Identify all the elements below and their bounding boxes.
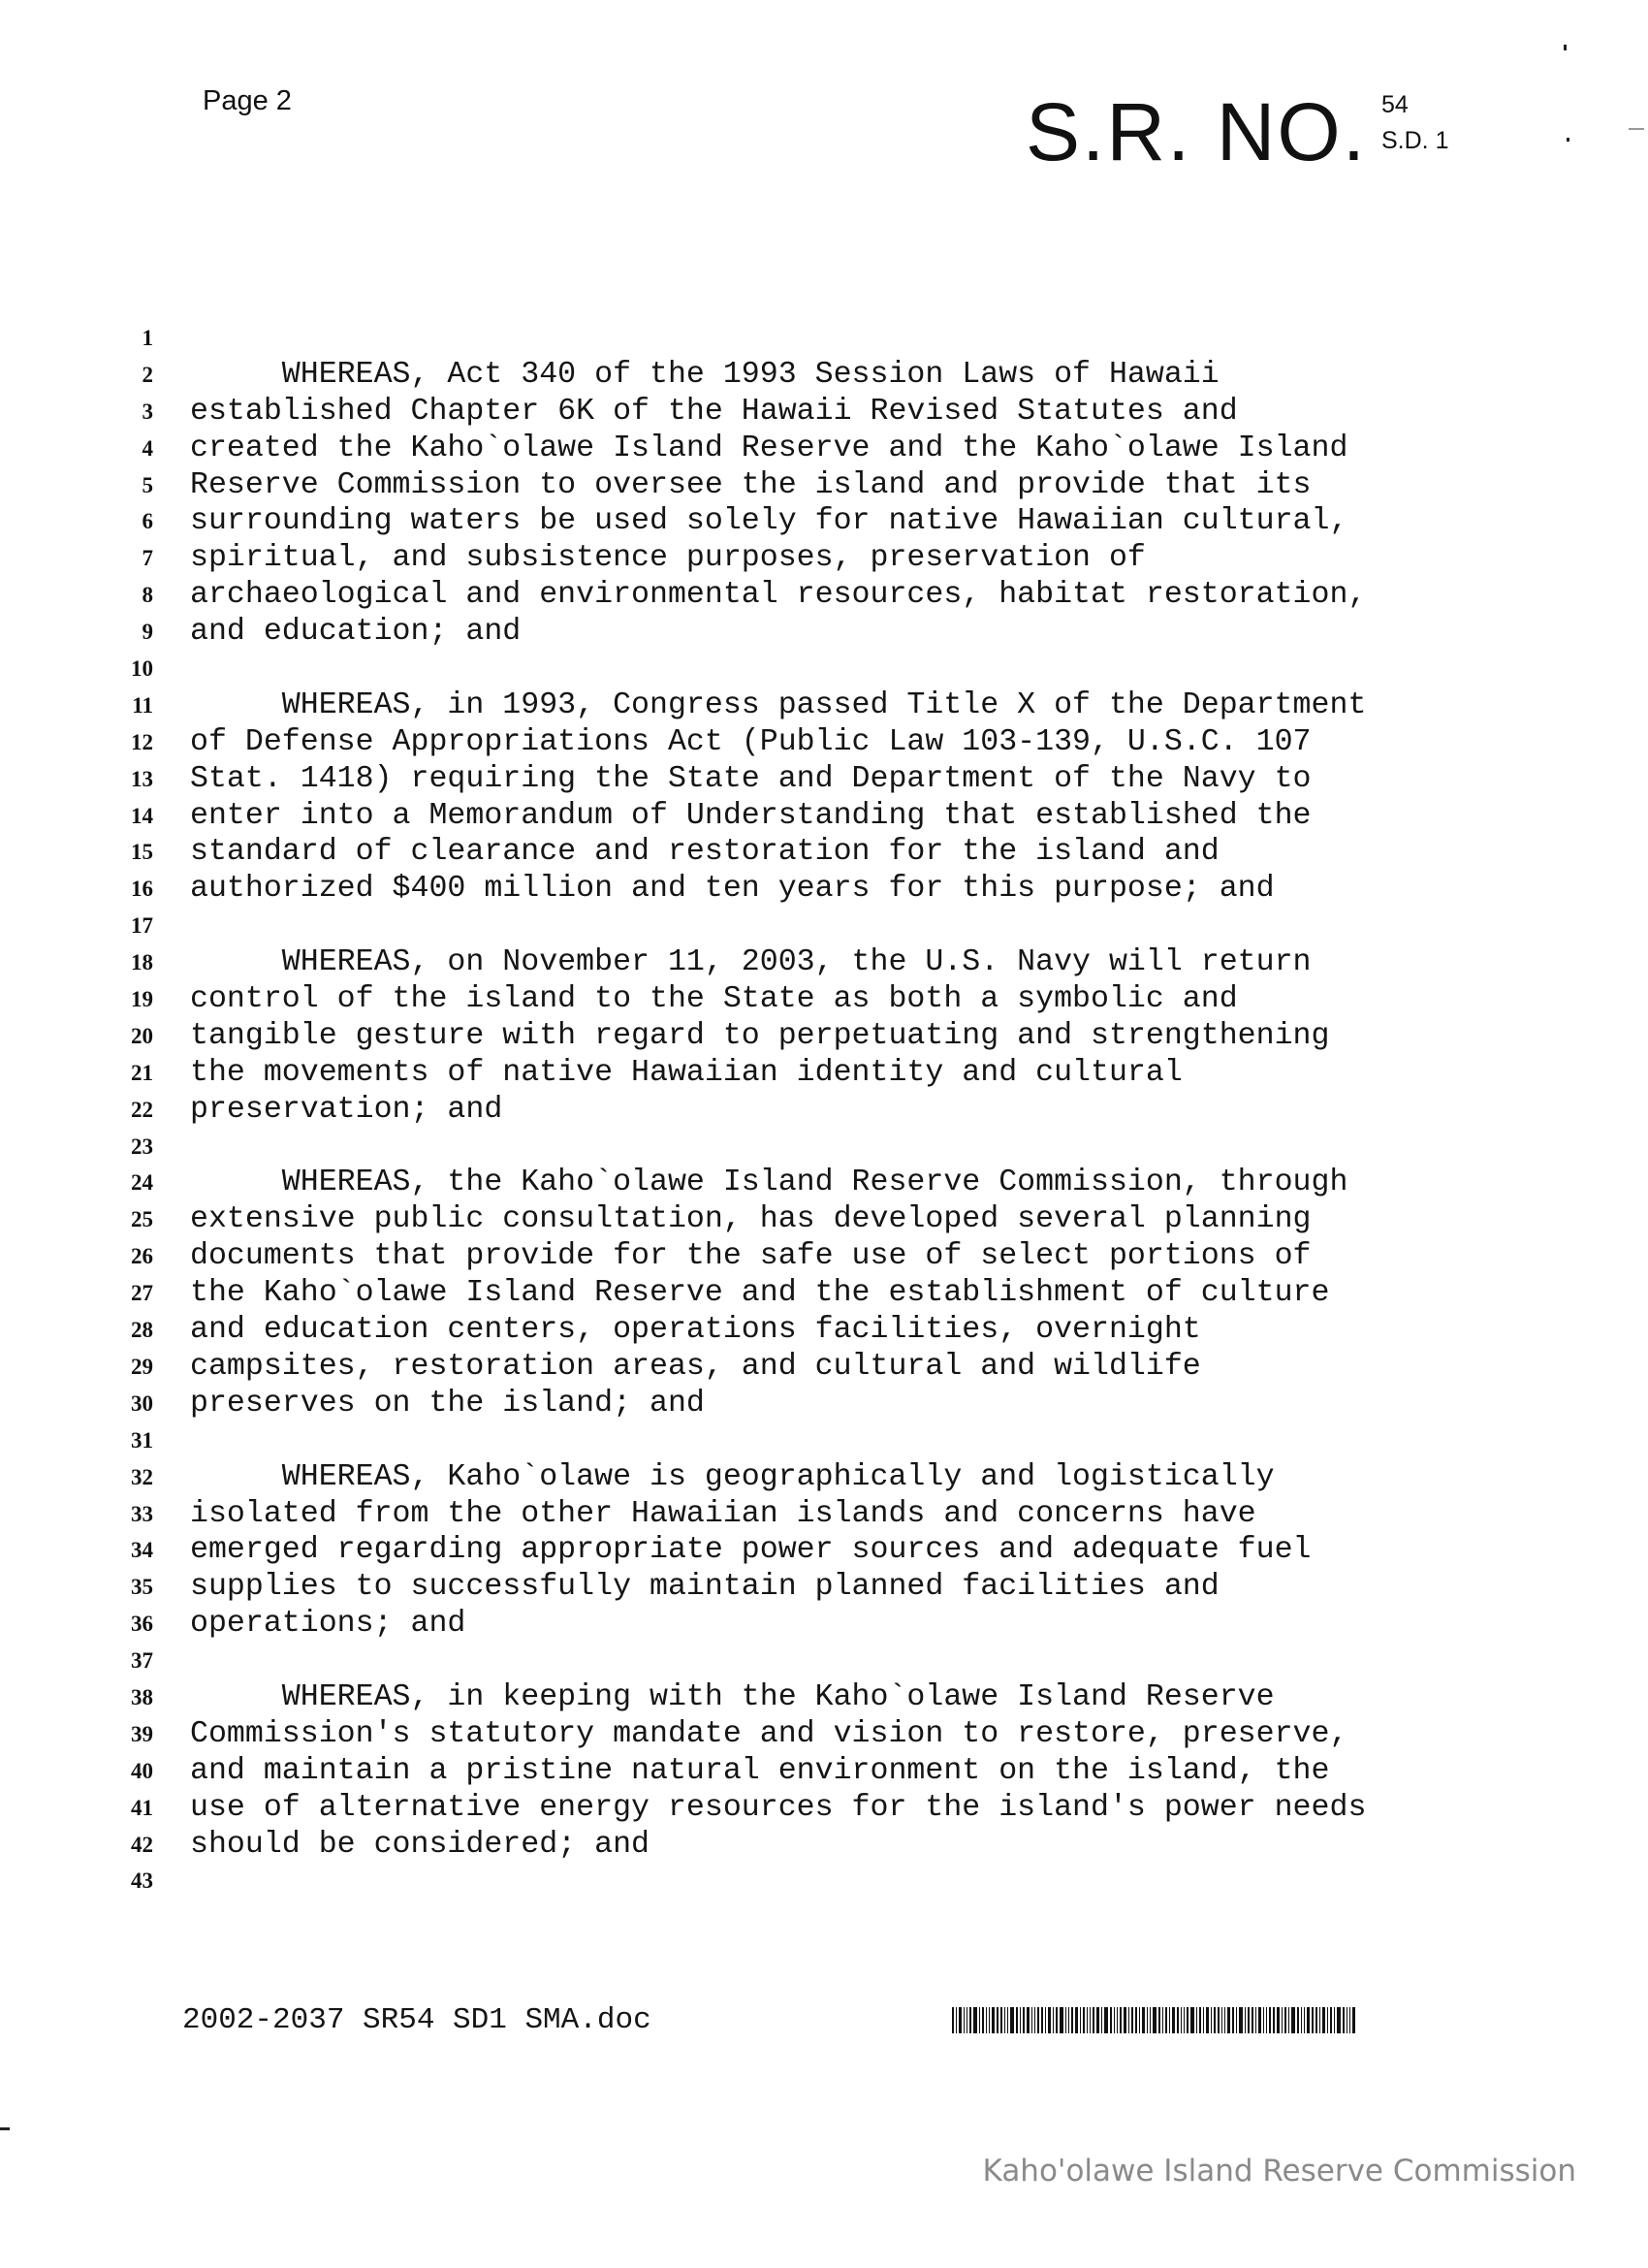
barcode-bar xyxy=(1083,2007,1085,2033)
barcode-bar xyxy=(1252,2007,1253,2033)
document-line: tangible gesture with regard to perpetuating and strengthening xyxy=(190,1018,1330,1053)
barcode-bar xyxy=(1337,2007,1341,2033)
document-line: and maintain a pristine natural environment on the island, the xyxy=(190,1753,1330,1788)
document-line: emerged regarding appropriate power sources and adequate fuel xyxy=(190,1533,1312,1568)
barcode-bar xyxy=(1169,2007,1170,2033)
line-number: 3 xyxy=(142,399,153,424)
line-number: 24 xyxy=(131,1170,153,1196)
document-line xyxy=(190,908,1508,944)
barcode-bar xyxy=(1258,2007,1261,2033)
barcode-bar xyxy=(1184,2007,1185,2033)
barcode-bar xyxy=(1288,2007,1289,2033)
document-line: archaeological and environmental resources, habitat restoration, xyxy=(190,578,1367,613)
barcode-bar xyxy=(997,2007,998,2033)
document-line: documents that provide for the safe use of select portions of xyxy=(190,1239,1312,1274)
barcode-bar xyxy=(1147,2007,1148,2033)
line-number: 36 xyxy=(131,1612,153,1637)
barcode-bar xyxy=(1245,2007,1246,2033)
barcode-bar xyxy=(1352,2007,1355,2033)
barcode-bar xyxy=(1034,2007,1035,2033)
barcode-bar xyxy=(1075,2007,1078,2033)
barcode-bar xyxy=(1224,2007,1225,2033)
document-filename: 2002-2037 SR54 SD1 SMA.doc xyxy=(182,2003,651,2037)
line-number: 41 xyxy=(131,1795,153,1820)
barcode-bar xyxy=(1282,2007,1283,2033)
line-number: 33 xyxy=(131,1501,153,1526)
line-number: 26 xyxy=(131,1244,153,1269)
barcode-bar xyxy=(1090,2007,1091,2033)
barcode-bar xyxy=(989,2007,990,2033)
barcode-bar xyxy=(1016,2007,1018,2033)
line-number: 34 xyxy=(131,1538,153,1563)
barcode-bar xyxy=(1096,2007,1099,2033)
line-number: 23 xyxy=(131,1134,153,1159)
barcode-bar xyxy=(1236,2007,1237,2033)
barcode-bar xyxy=(1269,2007,1271,2033)
barcode-bar xyxy=(1218,2007,1220,2033)
line-number: 4 xyxy=(142,435,153,461)
barcode xyxy=(952,2007,1495,2033)
line-number: 8 xyxy=(142,583,153,608)
barcode-bar xyxy=(1206,2007,1209,2033)
barcode-bar xyxy=(1307,2007,1310,2033)
line-number: 28 xyxy=(131,1318,153,1343)
barcode-bar xyxy=(1007,2007,1008,2033)
barcode-bar xyxy=(1065,2007,1066,2033)
barcode-bar xyxy=(1297,2007,1299,2033)
document-line xyxy=(190,1863,1508,1900)
document-line xyxy=(190,1422,1508,1459)
barcode-bar xyxy=(986,2007,987,2033)
barcode-bar xyxy=(992,2007,995,2033)
resolution-body xyxy=(190,320,1508,1900)
barcode-bar xyxy=(1273,2007,1275,2033)
barcode-bar xyxy=(1153,2007,1157,2033)
document-line xyxy=(190,651,1508,687)
barcode-bar xyxy=(1117,2007,1118,2033)
document-line: standard of clearance and restoration for the island and xyxy=(190,835,1220,870)
barcode-bar xyxy=(1158,2007,1160,2033)
document-line: preservation; and xyxy=(190,1092,503,1127)
line-number: 29 xyxy=(131,1354,153,1379)
document-line: created the Kaho`olawe Island Reserve and the Kaho`olawe Island xyxy=(190,431,1348,465)
barcode-bar xyxy=(1135,2007,1137,2033)
document-line: authorized $400 million and ten years for this purpose; and xyxy=(190,872,1275,907)
barcode-bar xyxy=(1048,2007,1051,2033)
barcode-bar xyxy=(1232,2007,1234,2033)
line-number: 35 xyxy=(131,1575,153,1600)
document-line: of Defense Appropriations Act (Public Law 103-139, U.S.C. 107 xyxy=(190,724,1312,759)
line-number: 19 xyxy=(131,987,153,1012)
barcode-bar xyxy=(1327,2007,1328,2033)
line-number: 39 xyxy=(131,1721,153,1746)
line-number: 10 xyxy=(131,656,153,682)
barcode-bar xyxy=(1214,2007,1216,2033)
barcode-bar xyxy=(1304,2007,1305,2033)
barcode-bar xyxy=(1284,2007,1286,2033)
barcode-bar xyxy=(1312,2007,1314,2033)
document-line: extensive public consultation, has developed several planning xyxy=(190,1202,1312,1237)
barcode-bar xyxy=(1142,2007,1145,2033)
barcode-bar xyxy=(969,2007,971,2033)
line-number: 14 xyxy=(131,803,153,828)
line-number: 2 xyxy=(142,362,153,387)
page-number-label: Page 2 xyxy=(203,85,292,116)
source-watermark: Kaho'olawe Island Reserve Commission xyxy=(982,2154,1576,2188)
line-number: 37 xyxy=(131,1648,153,1674)
line-number: 22 xyxy=(131,1097,153,1122)
barcode-bar xyxy=(1255,2007,1256,2033)
barcode-bar xyxy=(1104,2007,1108,2033)
barcode-bar xyxy=(1068,2007,1069,2033)
barcode-bar xyxy=(1023,2007,1025,2033)
document-line: WHEREAS, Act 340 of the 1993 Session Laws of Hawaii xyxy=(190,357,1220,392)
barcode-bar xyxy=(964,2007,965,2033)
line-number: 1 xyxy=(142,326,153,350)
barcode-bar xyxy=(952,2007,954,2033)
barcode-bar xyxy=(1150,2007,1151,2033)
barcode-bar xyxy=(1131,2007,1133,2033)
barcode-bar xyxy=(1343,2007,1345,2033)
line-number: 7 xyxy=(142,546,153,571)
barcode-bar xyxy=(1101,2007,1102,2033)
barcode-bar xyxy=(959,2007,962,2033)
barcode-bar xyxy=(1053,2007,1054,2033)
scan-speck xyxy=(1629,128,1644,130)
barcode-bar xyxy=(1165,2007,1167,2033)
barcode-bar xyxy=(1322,2007,1325,2033)
barcode-bar xyxy=(1190,2007,1194,2033)
barcode-bar xyxy=(1187,2007,1188,2033)
barcode-bar xyxy=(1045,2007,1046,2033)
line-number: 12 xyxy=(131,729,153,754)
barcode-bar xyxy=(979,2007,980,2033)
line-number: 9 xyxy=(142,620,153,645)
barcode-bar xyxy=(1004,2007,1005,2033)
document-line: WHEREAS, in keeping with the Kaho`olawe Island Reserve xyxy=(190,1679,1275,1714)
barcode-bar xyxy=(1071,2007,1073,2033)
barcode-bar xyxy=(1319,2007,1320,2033)
barcode-bar xyxy=(982,2007,984,2033)
document-line: should be considered; and xyxy=(190,1827,650,1862)
barcode-bar xyxy=(1056,2007,1058,2033)
document-line xyxy=(190,1643,1508,1679)
barcode-bar xyxy=(1199,2007,1201,2033)
barcode-bar xyxy=(1128,2007,1129,2033)
resolution-title: S.R. NO. xyxy=(1026,86,1368,177)
document-line: the Kaho`olawe Island Reserve and the establishment of culture xyxy=(190,1276,1330,1311)
document-line: and education centers, operations facilities, overnight xyxy=(190,1313,1201,1348)
scan-speck xyxy=(1564,45,1567,50)
line-number: 40 xyxy=(131,1758,153,1783)
barcode-bar xyxy=(1277,2007,1280,2033)
scan-speck xyxy=(0,2127,10,2130)
document-line: WHEREAS, in 1993, Congress passed Title X of the Department xyxy=(190,687,1367,722)
barcode-bar xyxy=(1349,2007,1350,2033)
document-line: WHEREAS, on November 11, 2003, the U.S. Navy will return xyxy=(190,945,1312,980)
barcode-bar xyxy=(1139,2007,1140,2033)
line-number: 27 xyxy=(131,1281,153,1306)
line-number: 32 xyxy=(131,1464,153,1489)
draft-designation: S.D. 1 xyxy=(1381,127,1449,154)
document-line: and education; and xyxy=(190,615,522,650)
barcode-bar xyxy=(1087,2007,1088,2033)
barcode-bar xyxy=(1080,2007,1081,2033)
resolution-number: 54 xyxy=(1381,91,1409,118)
line-number: 18 xyxy=(131,950,153,975)
barcode-bar xyxy=(1120,2007,1122,2033)
document-line: preserves on the island; and xyxy=(190,1386,705,1421)
line-number: 38 xyxy=(131,1684,153,1709)
line-number: 15 xyxy=(131,840,153,865)
barcode-bar xyxy=(1093,2007,1094,2033)
barcode-bar xyxy=(1060,2007,1063,2033)
barcode-bar xyxy=(1020,2007,1021,2033)
document-line: WHEREAS, Kaho`olawe is geographically and logistically xyxy=(190,1459,1275,1494)
barcode-bar xyxy=(1239,2007,1243,2033)
document-line: spiritual, and subsistence purposes, preservation of xyxy=(190,541,1146,576)
line-number: 30 xyxy=(131,1390,153,1416)
barcode-bar xyxy=(1000,2007,1002,2033)
barcode-bar xyxy=(1110,2007,1112,2033)
document-line xyxy=(190,1129,1508,1166)
barcode-bar xyxy=(1301,2007,1302,2033)
barcode-bar xyxy=(1177,2007,1179,2033)
barcode-bar xyxy=(1248,2007,1250,2033)
document-line: WHEREAS, the Kaho`olawe Island Reserve Commission, through xyxy=(190,1166,1348,1200)
barcode-bar xyxy=(1010,2007,1014,2033)
document-line: established Chapter 6K of the Hawaii Revised Statutes and xyxy=(190,394,1238,429)
document-line: supplies to successfully maintain planned facilities and xyxy=(190,1570,1220,1605)
barcode-bar xyxy=(1114,2007,1115,2033)
barcode-bar xyxy=(1334,2007,1335,2033)
document-line: enter into a Memorandum of Understanding that established the xyxy=(190,798,1312,833)
barcode-bar xyxy=(1263,2007,1264,2033)
document-line: operations; and xyxy=(190,1607,466,1642)
barcode-bar xyxy=(1027,2007,1030,2033)
line-number: 25 xyxy=(131,1207,153,1232)
line-number: 17 xyxy=(131,913,153,939)
barcode-bar xyxy=(1037,2007,1039,2033)
barcode-bar xyxy=(1031,2007,1032,2033)
barcode-bar xyxy=(1330,2007,1332,2033)
line-number: 20 xyxy=(131,1023,153,1048)
document-line: isolated from the other Hawaiian islands and concerns have xyxy=(190,1496,1256,1531)
document-line xyxy=(190,320,1508,357)
document-line: the movements of native Hawaiian identity and cultural xyxy=(190,1055,1183,1090)
document-line: surrounding waters be used solely for native Hawaiian cultural, xyxy=(190,504,1348,539)
barcode-bar xyxy=(1203,2007,1204,2033)
document-line: Commission's statutory mandate and vision to restore, preserve, xyxy=(190,1716,1348,1751)
barcode-bar xyxy=(1124,2007,1126,2033)
document-line: Stat. 1418) requiring the State and Department of the Navy to xyxy=(190,761,1312,796)
line-number: 43 xyxy=(131,1869,153,1894)
barcode-bar xyxy=(1172,2007,1175,2033)
scan-speck xyxy=(1567,138,1569,142)
barcode-bar xyxy=(1291,2007,1295,2033)
barcode-bar xyxy=(1041,2007,1043,2033)
document-line: Reserve Commission to oversee the island and provide that its xyxy=(190,467,1312,502)
line-number: 42 xyxy=(131,1832,153,1857)
line-number: 21 xyxy=(131,1060,153,1085)
line-number: 6 xyxy=(142,509,153,534)
line-number: 31 xyxy=(131,1427,153,1453)
barcode-bar xyxy=(973,2007,977,2033)
line-number-column xyxy=(114,320,153,1900)
line-number: 13 xyxy=(131,766,153,791)
barcode-bar xyxy=(1181,2007,1182,2033)
barcode-bar xyxy=(1221,2007,1222,2033)
document-line: use of alternative energy resources for the island's power needs xyxy=(190,1790,1367,1825)
line-number: 16 xyxy=(131,877,153,902)
line-number: 11 xyxy=(132,692,153,718)
barcode-bar xyxy=(1162,2007,1163,2033)
barcode-bar xyxy=(1315,2007,1317,2033)
document-line: campsites, restoration areas, and cultural and wildlife xyxy=(190,1349,1201,1384)
document-line: control of the island to the State as both a symbolic and xyxy=(190,982,1238,1017)
line-number: 5 xyxy=(142,472,153,497)
barcode-bar xyxy=(1227,2007,1230,2033)
barcode-bar xyxy=(956,2007,957,2033)
barcode-bar xyxy=(1196,2007,1197,2033)
barcode-bar xyxy=(1266,2007,1267,2033)
barcode-bar xyxy=(1211,2007,1212,2033)
